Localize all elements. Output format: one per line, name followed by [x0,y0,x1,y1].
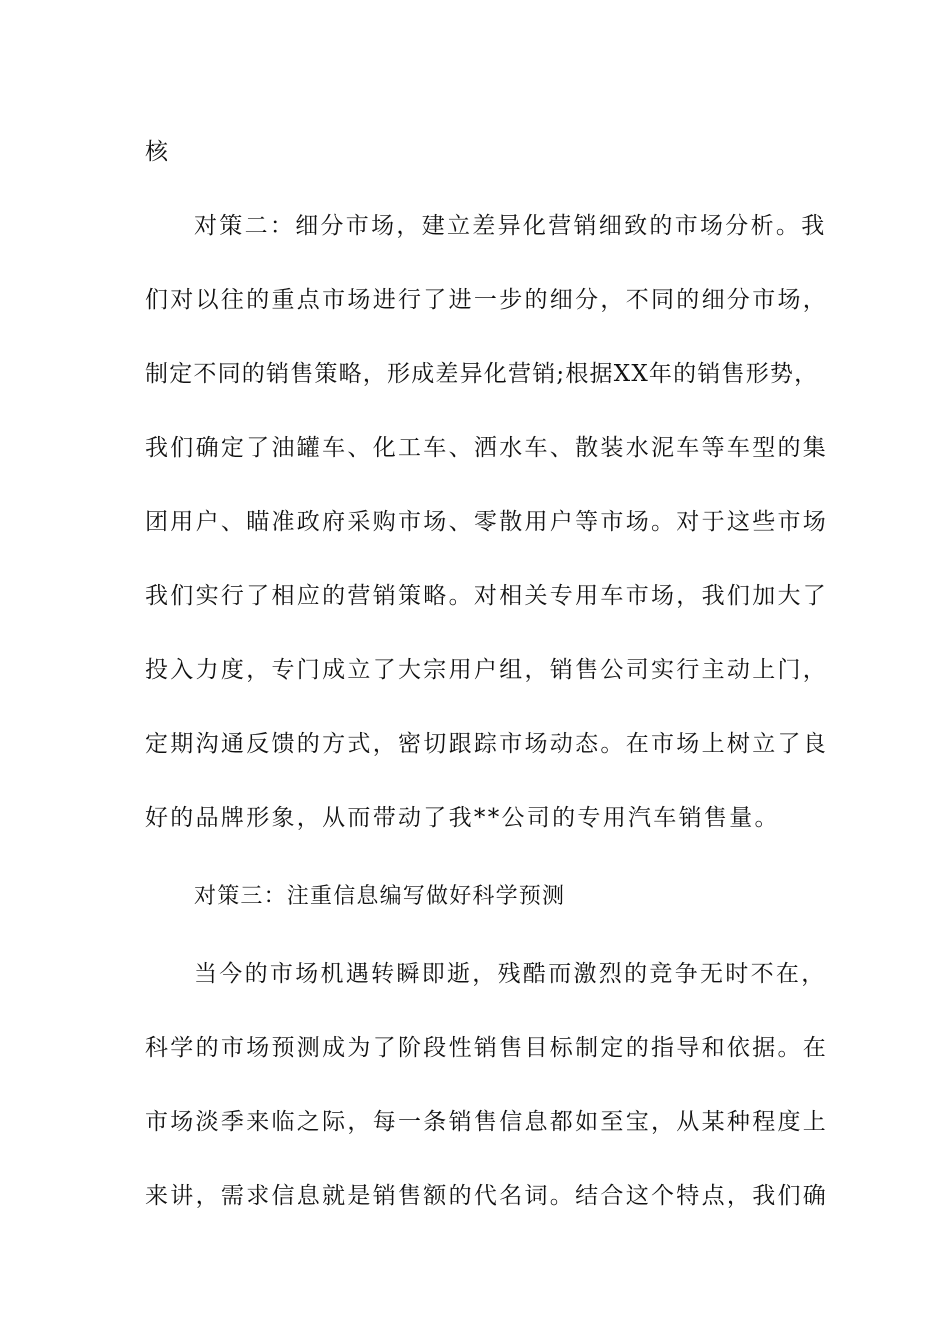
paragraph-first-line: 对策二：细分市场，建立差异化营销细致的市场分析。我 [194,213,827,239]
section-heading: 对策三：注重信息编写做好科学预测 [194,884,566,909]
text-line: 科学的市场预测成为了阶段性销售目标制定的指导和依据。在 [145,1035,829,1061]
text-line: 市场淡季来临之际，每一条销售信息都如至宝，从某种程度上 [145,1109,829,1135]
text-line: 好的品牌形象，从而带动了我**公司的专用汽车销售量。 [145,805,780,831]
text-line: 制定不同的销售策略，形成差异化营销;根据XX年的销售形势， [145,361,819,387]
text-line: 我们实行了相应的营销策略。对相关专用车市场，我们加大了 [145,583,829,609]
text-line: 们对以往的重点市场进行了进一步的细分，不同的细分市场， [145,287,829,313]
text-line: 我们确定了油罐车、化工车、洒水车、散装水泥车等车型的集 [145,435,829,461]
text-line: 核 [145,139,171,165]
text-line: 团用户、瞄准政府采购市场、零散用户等市场。对于这些市场 [145,509,829,535]
text-line: 来讲，需求信息就是销售额的代名词。结合这个特点，我们确 [145,1183,829,1209]
text-line: 定期沟通反馈的方式，密切跟踪市场动态。在市场上树立了良 [145,731,829,757]
paragraph-first-line: 当今的市场机遇转瞬即逝，残酷而激烈的竞争无时不在， [194,961,827,987]
text-line: 投入力度，专门成立了大宗用户组，销售公司实行主动上门， [145,657,829,683]
